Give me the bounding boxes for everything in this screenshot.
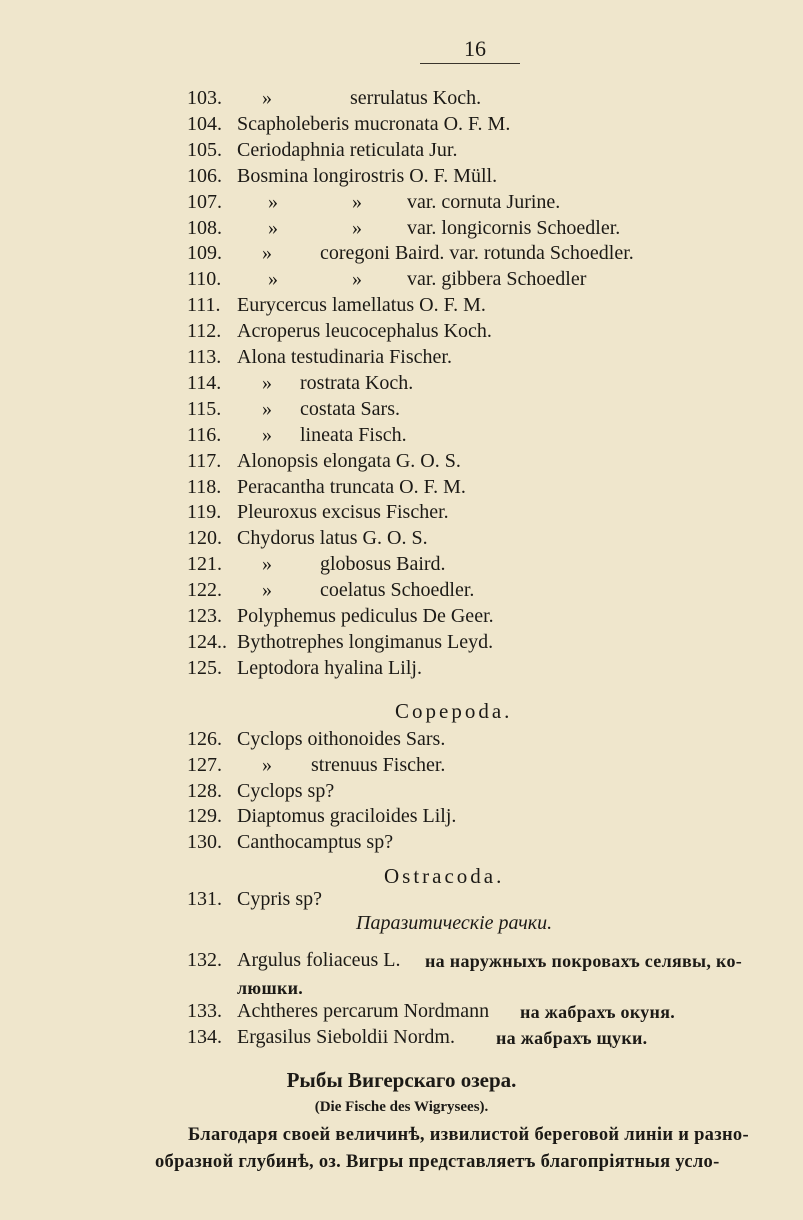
item-number: 128. [187, 779, 222, 802]
page-number-rule [420, 63, 520, 64]
item-text: Canthocamptus sp? [237, 831, 394, 854]
fish-section-subtitle: (Die Fische des Wigrysees). [314, 1099, 489, 1115]
item-number: 105. [187, 138, 222, 161]
ditto-mark: » [268, 216, 278, 239]
item-number: 133. [187, 1000, 222, 1022]
item-number: 124.. [187, 630, 227, 653]
item-text: serrulatus Koch. [350, 87, 482, 109]
item-number: 121. [187, 553, 222, 576]
parasitic-heading: Паразитическiе рачки. [356, 912, 553, 934]
ditto-mark: » [262, 423, 272, 446]
item-number: 103. [187, 87, 222, 109]
ditto-mark: » [262, 553, 272, 576]
item-text: rostrata Koch. [300, 371, 414, 394]
item-russian-text: на наружныхъ покровахъ селявы, ко- [425, 951, 743, 971]
item-number: 109. [187, 242, 222, 265]
item-text: Acroperus leucocephalus Koch. [237, 320, 492, 343]
item-number: 115. [187, 397, 222, 420]
ditto-mark: » [352, 268, 362, 291]
ditto-mark: » [262, 753, 272, 776]
item-text: Cypris sp? [237, 888, 322, 910]
item-number: 125. [187, 656, 222, 679]
item-text: Pleuroxus excisus Fischer. [237, 501, 449, 524]
page-number: 16 [464, 36, 486, 61]
item-number: 131. [187, 888, 222, 910]
item-number: 119. [187, 501, 222, 524]
item-text: lineata Fisch. [300, 423, 407, 446]
item-number: 111. [187, 294, 221, 317]
item-text: Scapholeberis mucronata O. F. M. [237, 112, 511, 135]
item-number: 113. [187, 346, 222, 368]
item-number: 104. [187, 112, 222, 135]
fish-section-title: Рыбы Вигерскаго озера. [286, 1068, 517, 1092]
item-number: 120. [187, 527, 222, 550]
item-text: Achtheres percarum Nordmann [237, 1000, 490, 1022]
item-text: globosus Baird. [320, 553, 446, 576]
item-number: 116. [187, 423, 222, 446]
item-text: Cyclops sp? [237, 779, 335, 802]
item-text: var. cornuta Jurine. [407, 190, 561, 213]
item-text: Alona testudinaria Fischer. [237, 346, 452, 368]
item-text: Peracantha truncata O. F. M. [237, 475, 466, 498]
item-number: 112. [187, 320, 222, 343]
item-text: Alonopsis elongata G. O. S. [237, 449, 461, 472]
item-number: 108. [187, 216, 222, 239]
item-number: 129. [187, 805, 222, 828]
item-text: Diaptomus graciloides Lilj. [237, 805, 457, 828]
item-number: 132. [187, 949, 222, 971]
ditto-mark: » [352, 190, 362, 213]
item-continuation: люшки. [237, 978, 304, 998]
item-text: Bosmina longirostris O. F. Müll. [237, 164, 498, 187]
item-number: 114. [187, 371, 222, 394]
item-number: 107. [187, 190, 222, 213]
paragraph-line-1: Благодаря своей величинѣ, извилистой береговой линiи и разно- [188, 1125, 749, 1145]
item-number: 117. [187, 449, 222, 472]
item-number: 122. [187, 579, 222, 602]
item-text: var. longicornis Schoedler. [407, 216, 621, 239]
item-text: Argulus foliaceus L. [237, 949, 401, 971]
ditto-mark: » [268, 268, 278, 291]
item-text: costata Sars. [300, 397, 400, 420]
item-number: 123. [187, 605, 222, 627]
item-text: Cyclops oithonoides Sars. [237, 728, 446, 750]
item-number: 126. [187, 728, 222, 750]
ditto-mark: » [262, 242, 272, 265]
item-text: Bythotrephes longimanus Leyd. [237, 630, 494, 653]
ditto-mark: » [262, 397, 272, 420]
item-number: 127. [187, 753, 222, 776]
item-number: 118. [187, 475, 222, 498]
item-number: 134. [187, 1026, 222, 1048]
item-text: Leptodora hyalina Lilj. [237, 656, 422, 679]
item-text: Chydorus latus G. O. S. [237, 527, 428, 550]
item-text: Eurycercus lamellatus O. F. M. [237, 294, 486, 317]
item-text: strenuus Fischer. [311, 753, 446, 776]
ditto-mark: » [262, 579, 272, 602]
item-text: coregoni Baird. var. rotunda Schoedler. [320, 242, 634, 265]
ditto-mark: » [352, 216, 362, 239]
item-text: coelatus Schoedler. [320, 579, 475, 602]
item-number: 110. [187, 268, 222, 291]
copepoda-heading: Copepoda. [395, 699, 513, 723]
item-russian-text: на жабрахъ щуки. [496, 1028, 648, 1048]
ditto-mark: » [262, 87, 272, 109]
item-text: var. gibbera Schoedler [407, 268, 587, 291]
paragraph-line-2: образной глубинѣ, оз. Вигры представляетъ благопрiятныя усло- [155, 1152, 720, 1172]
item-text: Ceriodaphnia reticulata Jur. [237, 138, 458, 161]
item-number: 106. [187, 164, 222, 187]
ostracoda-heading: Ostracoda. [384, 864, 505, 888]
item-text: Polyphemus pediculus De Geer. [237, 605, 494, 627]
item-number: 130. [187, 831, 222, 854]
ditto-mark: » [262, 371, 272, 394]
item-russian-text: на жабрахъ окуня. [520, 1002, 676, 1022]
item-text: Ergasilus Sieboldii Nordm. [237, 1026, 455, 1048]
ditto-mark: » [268, 190, 278, 213]
